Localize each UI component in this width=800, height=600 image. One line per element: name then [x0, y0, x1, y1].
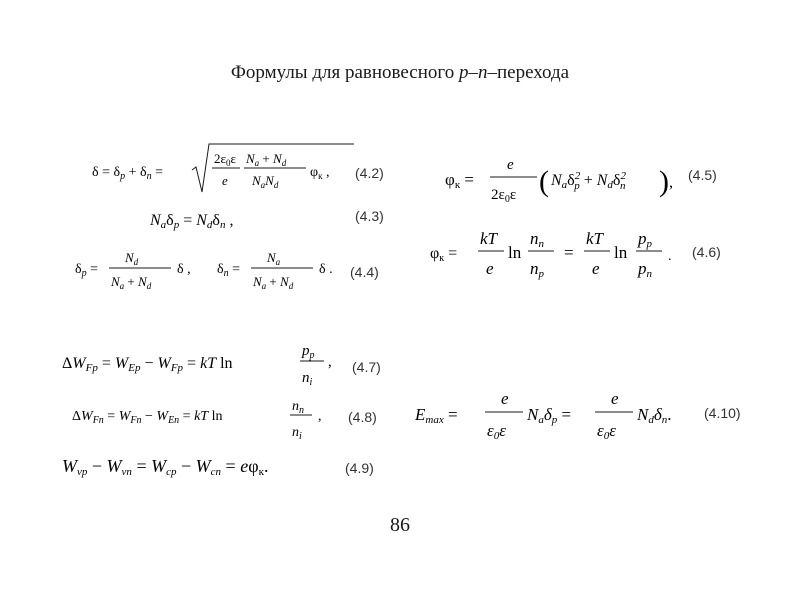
- formula-label-4-7: (4.7): [352, 359, 381, 375]
- svg-text:NaNd: $N_aN_d$: [252, 173, 279, 190]
- svg-text:,: ,: [328, 354, 332, 370]
- svg-text:δ ,: δ ,: [177, 262, 191, 277]
- svg-text:nn: nn: [530, 229, 544, 250]
- formula-4-3: [150, 205, 300, 235]
- svg-text:,: ,: [318, 409, 322, 424]
- svg-text:e: e: [507, 157, 514, 173]
- svg-text:2ε0ε: $2\varepsilon_0\varepsilon$: [491, 187, 517, 205]
- svg-text:.: .: [668, 249, 672, 264]
- svg-text:ε0ε: ε0ε: [597, 421, 616, 442]
- svg-text:φк ,: $\varphi_к$ ,: [310, 165, 330, 181]
- svg-text:ni: $n_i$: [302, 370, 313, 388]
- svg-text:δp =: $\delta_p$ =: [75, 262, 99, 279]
- svg-text:Naδ2p + Ndδ2n: Naδ$^2$ p + Ndδ$^2$ n: [551, 170, 626, 192]
- svg-text:kT: kT: [480, 229, 497, 248]
- title-prefix: Формулы для равновесного: [230, 62, 459, 83]
- svg-text:Ndδn.: Ndδn.: [637, 405, 672, 426]
- formula-4-9: [62, 450, 332, 482]
- page-number: 86: [390, 514, 410, 536]
- formula-4-8: [72, 392, 342, 448]
- svg-text:φк =: φк =: [430, 245, 458, 264]
- svg-text:np: np: [530, 259, 544, 280]
- svg-text:e: e: [592, 259, 600, 278]
- svg-text:kT: kT: [586, 229, 603, 248]
- formula-4-4: [75, 243, 355, 295]
- svg-text:ln: ln: [614, 243, 628, 262]
- title-n: n: [477, 62, 488, 83]
- svg-text:pn: pn: [638, 259, 652, 280]
- title-p: p: [458, 62, 469, 83]
- svg-text:): ): [659, 165, 669, 198]
- formula-label-4-8: (4.8): [348, 409, 377, 425]
- formula-label-4-3: (4.3): [355, 208, 384, 224]
- formula-4-10: [415, 382, 695, 444]
- formula-4-6: [430, 222, 690, 284]
- formula-label-4-4: (4.4): [350, 264, 379, 280]
- formula-label-4-6: (4.6): [692, 244, 721, 260]
- svg-text:φк =: φк =: [445, 170, 475, 191]
- svg-text:,: ,: [669, 174, 673, 191]
- svg-text:Wvp − Wvn = Wcp − Wcn = eφк.: Wvp − Wvn = Wcp − Wcn = eφк.: [62, 456, 269, 478]
- svg-text:Na + Nd: $N_a + N_d$: [111, 274, 152, 291]
- svg-text:ln: ln: [508, 243, 522, 262]
- svg-text:e: e: [501, 389, 509, 408]
- svg-text:δ = δp + δn =: $\delta = \delta_p + \delta_n$ =: [92, 165, 163, 182]
- formula-4-2: [92, 140, 362, 200]
- title-suffix: –перехода: [487, 62, 570, 83]
- svg-text:(: (: [539, 165, 549, 198]
- svg-text:nn: $n_n$: [292, 399, 304, 416]
- svg-text:ε0ε: ε0ε: [487, 421, 506, 442]
- svg-text:δn =: $\delta_n$ =: [217, 262, 241, 279]
- svg-text:e: e: [611, 389, 619, 408]
- formula-label-4-10: (4.10): [704, 405, 741, 421]
- svg-text:ΔWFp = WEp − WFp = kT ln: ΔWFp = WEp − WFp = kT ln: [62, 355, 233, 374]
- svg-text:ni: $n_i$: [292, 425, 302, 442]
- svg-text:Naδp = Ndδn ,: Naδp = Ndδn ,: [150, 212, 234, 231]
- formula-4-7: [62, 336, 352, 392]
- svg-text:Na: $N_a$: [267, 250, 281, 267]
- svg-text:pp: $p_p$: [302, 343, 315, 361]
- formula-4-5: [445, 147, 685, 209]
- svg-text:=: =: [564, 243, 574, 262]
- svg-text:Na + Nd: $N_a + N_d$: [253, 274, 294, 291]
- svg-text:e: e: [486, 259, 494, 278]
- svg-text:Emax =: Emax =: [415, 405, 458, 426]
- page-title: [0, 62, 800, 84]
- formula-label-4-5: (4.5): [688, 167, 717, 183]
- svg-text:Nd: $N_d$: [125, 250, 139, 267]
- svg-text:Na + Nd: $N_a + N_d$: [246, 151, 287, 168]
- svg-text:Naδp =: Naδp =: [527, 405, 572, 426]
- formula-label-4-2: (4.2): [355, 165, 384, 181]
- svg-text:2ε0ε: $2\varepsilon_0\varepsilon$: [214, 151, 236, 168]
- svg-text:pp: pp: [638, 229, 652, 250]
- svg-text:ΔWFn = WFn − WEn = kT ln: $\Delta W_{Fn} = W_{Fn} - W_{En}$ = kT ln: [72, 409, 223, 426]
- title-dash: –: [468, 62, 478, 83]
- svg-text:δ .: δ .: [319, 262, 333, 277]
- formula-label-4-9: (4.9): [345, 460, 374, 476]
- svg-text:e: e: [222, 173, 228, 188]
